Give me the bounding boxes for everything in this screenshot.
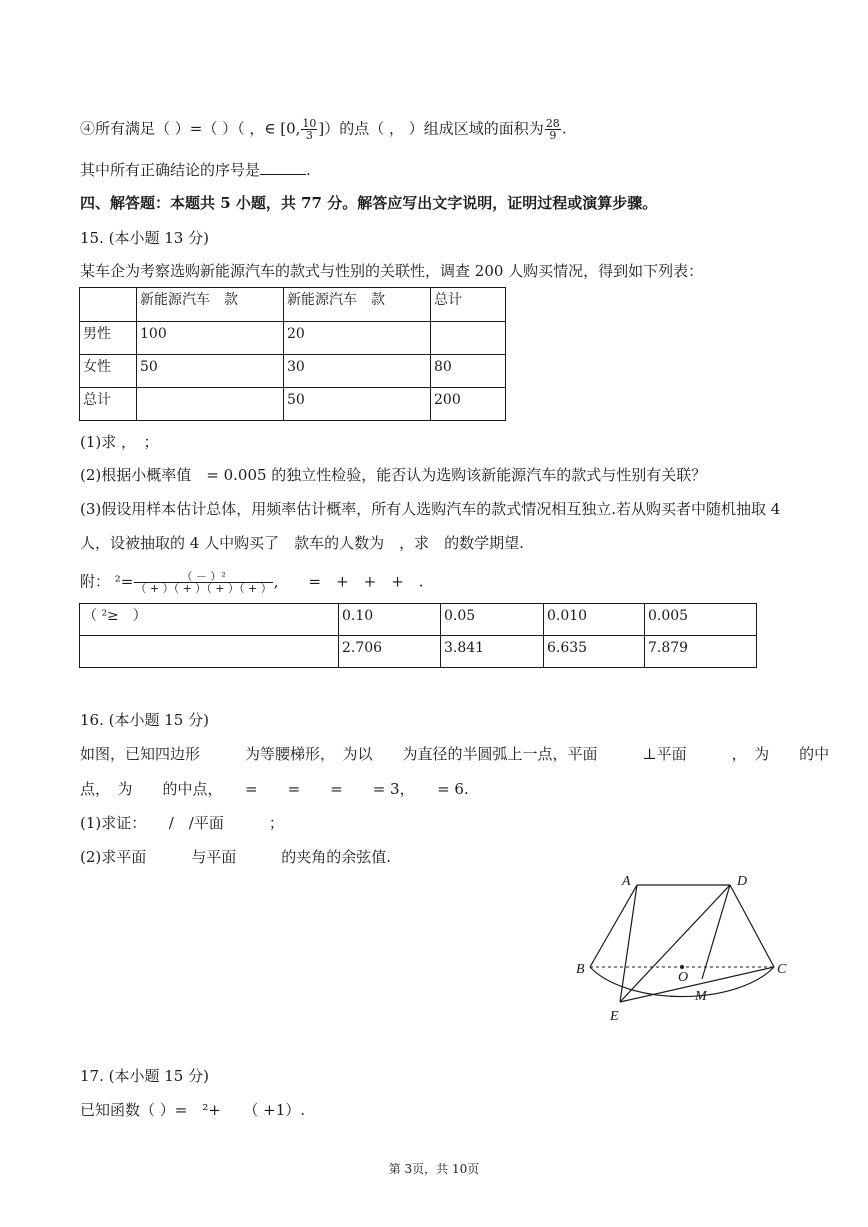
q15-part3-line2: 人，设被抽取的 4 人中购买了 款车的人数为 ，求 的数学期望. bbox=[80, 534, 524, 552]
q14-item4: ④所有满足（ ）=（ ）（ ，∈ [0, $\frac{10}{3}$ ]）的点（ ， ）组成区域的面积为 $\frac{28}{9}$ . bbox=[80, 117, 567, 142]
label-B: B bbox=[576, 962, 585, 977]
chi-square-fraction: $\frac{\text{（ － ）²}}{( + )( + )( + )( + )}$ bbox=[135, 570, 272, 595]
q14-item4-middle: ]）的点（ ， ）组成区域的面积为 bbox=[318, 119, 544, 138]
q15-intro: 某车企为考察选购新能源汽车的款式与性别的关联性，调查 200 人购买情况，得到如下列表： bbox=[80, 262, 704, 280]
q16-line1: 如图，已知四边形 为等腰梯形， 为以 为直径的半圆弧上一点，平面 ⊥平面 ， 为 的中 bbox=[80, 745, 830, 763]
interval-fraction: $\frac{10}{3}$ bbox=[302, 117, 317, 142]
table-row: 总计 50 200 bbox=[80, 388, 506, 421]
q16-line2: 点， 为 的中点， = = = = 3， = 6. bbox=[80, 780, 469, 798]
table-row: 新能源汽车 款 新能源汽车 款 总计 bbox=[80, 288, 506, 322]
q15-title: 15. (本小题 13 分) bbox=[80, 229, 209, 247]
table-row: 女性 50 30 80 bbox=[80, 355, 506, 388]
q15-data-table bbox=[79, 287, 506, 421]
q15-part1: (1)求 ， ； bbox=[80, 433, 159, 451]
q15-part3-line1: (3)假设用样本估计总体，用频率估计概率，所有人选购汽车的款式情况相互独立.若从购买者中随机抽取 4 bbox=[80, 500, 781, 518]
label-C: C bbox=[777, 962, 787, 977]
q15-appendix: 附： ²= $\frac{\text{（ － ）²}}{( + )( + )( + )( + )}$ , = + + + . bbox=[80, 570, 424, 595]
label-O: O bbox=[678, 970, 689, 985]
q16-part1: (1)求证： / /平面 ； bbox=[80, 814, 284, 832]
q17-title: 17. (本小题 15 分) bbox=[80, 1067, 209, 1085]
label-A: A bbox=[622, 874, 631, 889]
critical-value-table bbox=[79, 603, 757, 668]
label-E: E bbox=[610, 1009, 619, 1024]
q17-line1: 已知函数（ ）= ²+ （ +1）. bbox=[80, 1101, 306, 1119]
table-row: 男性 100 20 bbox=[80, 322, 506, 355]
q16-title: 16. (本小题 15 分) bbox=[80, 711, 209, 729]
table-row: （ ²≥ ） 0.10 0.05 0.010 0.005 bbox=[80, 604, 757, 636]
section4-header: 四、解答题：本题共 5 小题，共 77 分。解答应写出文字说明，证明过程或演算步骤。 bbox=[80, 194, 658, 212]
area-fraction: $\frac{28}{9}$ bbox=[545, 117, 560, 142]
q16-part2: (2)求平面 与平面 的夹角的余弦值. bbox=[80, 848, 392, 866]
page-footer: 第 3页，共 10页 bbox=[388, 1162, 480, 1176]
q15-part2: (2)根据小概率值 = 0.005 的独立性检验，能否认为选购该新能源汽车的款式与性别有关联？ bbox=[80, 466, 707, 484]
q14-item4-prefix: ④所有满足（ ）=（ ）（ ，∈ [0, bbox=[80, 119, 301, 138]
label-M: M bbox=[695, 989, 707, 1004]
q16-geometry-figure bbox=[570, 868, 800, 1030]
answer-blank bbox=[260, 160, 306, 175]
label-D: D bbox=[737, 874, 748, 889]
table-row: 2.706 3.841 6.635 7.879 bbox=[80, 636, 757, 668]
q14-question: 其中所有正确结论的序号是 . bbox=[80, 161, 311, 179]
